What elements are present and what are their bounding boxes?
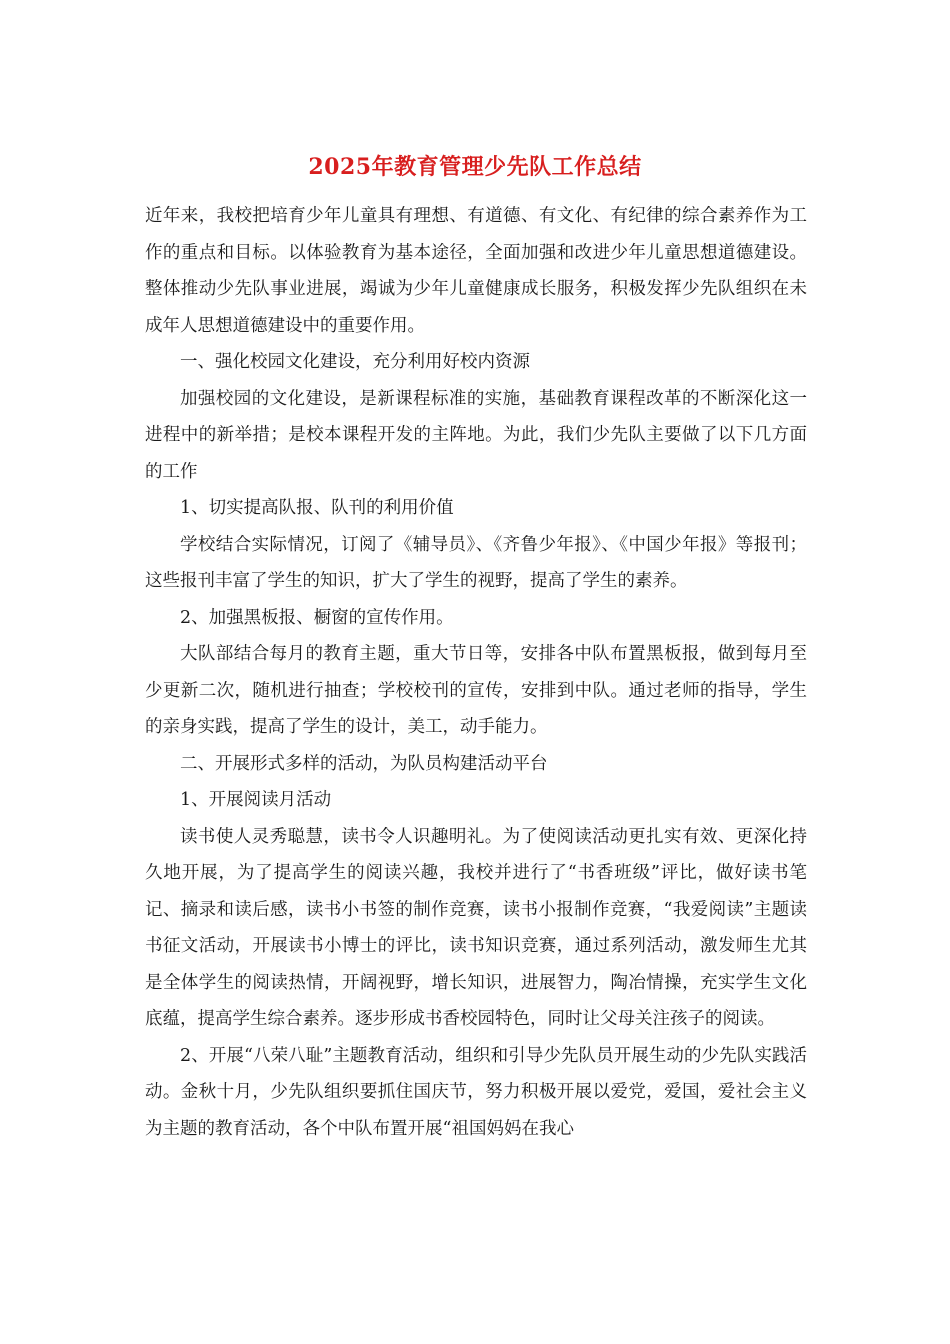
- subsection-heading: 1、开展阅读月活动: [180, 790, 332, 810]
- section-heading-2: 二、开展形式多样的活动，为队员构建活动平台: [180, 753, 548, 774]
- paragraph: 学校结合实际情况，订阅了《辅导员》、《齐鲁少年报》、《中国少年报》等报刊；这些报刊丰富了学生的知识，扩大了学生的视野，提高了学生的素养。: [145, 534, 807, 591]
- intro-paragraph: 近年来，我校把培育少年儿童具有理想、有道德、有文化、有纪律的综合素养作为工作的重点和目标。以体验教育为基本途径，全面加强和改进少年儿童思想道德建设。整体推动少先队事业进展，竭诚为少年儿童健康成长服务，积极发挥少先队组织在未成年人思想道德建设中的重要作用。: [145, 206, 807, 336]
- paragraph: 加强校园的文化建设，是新课程标准的实施，基础教育课程改革的不断深化这一进程中的新举措；是校本课程开发的主阵地。为此，我们少先队主要做了以下几方面的工作: [145, 388, 807, 482]
- subsection-heading: 1、切实提高队报、队刊的利用价值: [180, 498, 454, 518]
- paragraph: 2、开展“八荣八耻”主题教育活动，组织和引导少先队员开展生动的少先队实践活动。金秋十月，少先队组织要抓住国庆节，努力积极开展以爱党，爱国，爱社会主义为主题的教育活动，各个中队布置开展“祖国妈妈在我心: [145, 1045, 807, 1139]
- document-body: [145, 198, 807, 1147]
- section-heading-1: 一、强化校园文化建设，充分利用好校内资源: [180, 352, 530, 372]
- subsection-heading: 2、加强黑板报、橱窗的宣传作用。: [180, 607, 454, 628]
- document-title: 2025年教育管理少先队工作总结: [308, 154, 642, 180]
- paragraph: 大队部结合每月的教育主题，重大节日等，安排各中队布置黑板报，做到每月至少更新二次，随机进行抽查；学校校刊的宣传，安排到中队。通过老师的指导，学生的亲身实践，提高了学生的设计，美工，动手能力。: [145, 644, 807, 737]
- paragraph: 读书使人灵秀聪慧，读书令人识趣明礼。为了使阅读活动更扎实有效、更深化持久地开展，为了提高学生的阅读兴趣，我校并进行了“书香班级”评比，做好读书笔记、摘录和读后感，读书小书签的制作竞赛，读书小报制作竞赛，“我爱阅读”主题读书征文活动，开展读书小博士的评比，读书知识竞赛，通过系列活动，激发师生尤其是全体学生的阅读热情，开阔视野，增长知识，进展智力，陶冶情操，充实学生文化底蕴，提高学生综合素养。逐步形成书香校园特色，同时让父母关注孩子的阅读。: [145, 826, 807, 1029]
